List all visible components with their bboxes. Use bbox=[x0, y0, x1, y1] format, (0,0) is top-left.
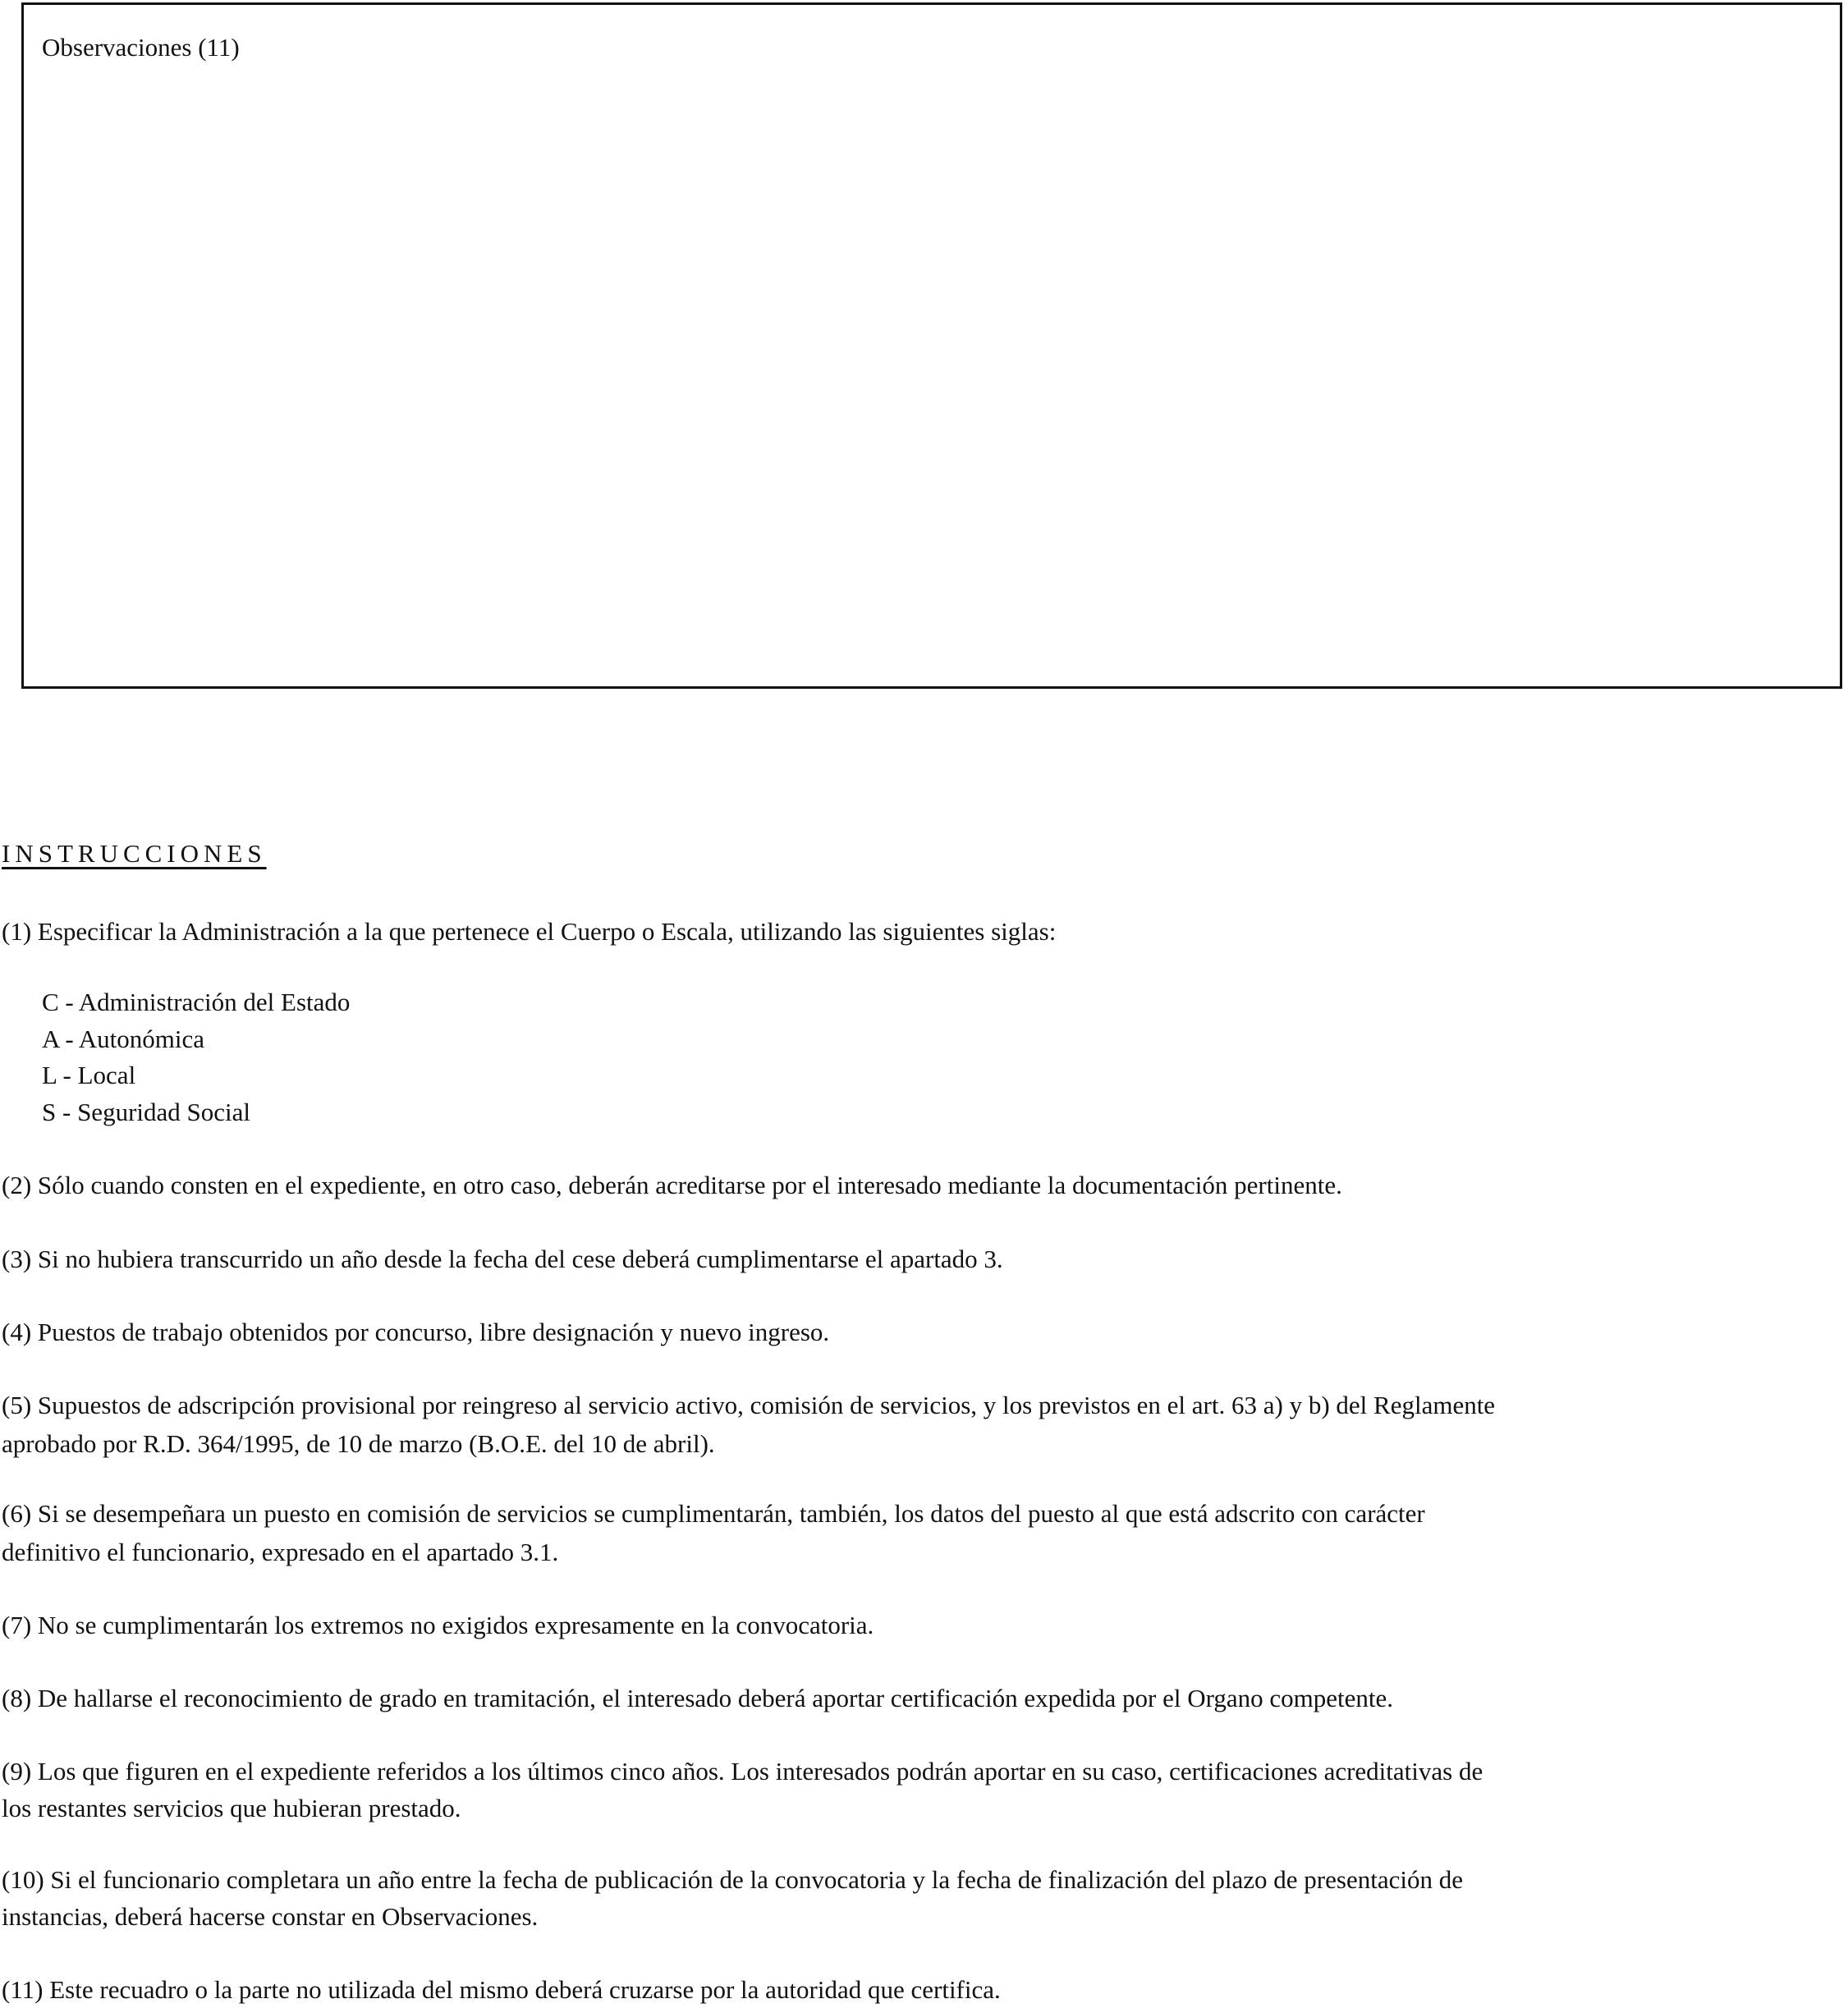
instruction-9-line-2: los restantes servicios que hubieran prestado. bbox=[2, 1794, 461, 1822]
code-c: C - Administración del Estado bbox=[42, 988, 351, 1016]
instruction-6-line-2: definitivo el funcionario, expresado en el apartado 3.1. bbox=[2, 1538, 559, 1566]
instructions-heading: INSTRUCCIONES bbox=[2, 839, 267, 868]
instruction-10-line-2: instancias, deberá hacerse constar en Observaciones. bbox=[2, 1902, 539, 1931]
instruction-7: (7) No se cumplimentarán los extremos no exigidos expresamente en la convocatoria. bbox=[2, 1611, 874, 1639]
instruction-9-line-1: (9) Los que figuren en el expediente referidos a los últimos cinco años. Los interesados podrán aportar en su caso, certificaciones acreditativas de bbox=[2, 1757, 1483, 1786]
instruction-3: (3) Si no hubiera transcurrido un año desde la fecha del cese deberá cumplimentarse el apartado 3. bbox=[2, 1245, 1003, 1273]
instruction-8: (8) De hallarse el reconocimiento de grado en tramitación, el interesado deberá aportar certificación expedida por el Organo competente. bbox=[2, 1684, 1394, 1712]
instruction-6-line-1: (6) Si se desempeñara un puesto en comisión de servicios se cumplimentarán, también, los datos del puesto al que está adscrito con carácter bbox=[2, 1499, 1425, 1528]
observations-title: Observaciones (11) bbox=[42, 33, 240, 62]
instruction-5-line-2: aprobado por R.D. 364/1995, de 10 de marzo (B.O.E. del 10 de abril). bbox=[2, 1429, 715, 1458]
code-a: A - Autonómica bbox=[42, 1025, 205, 1053]
instruction-10-line-1: (10) Si el funcionario completara un año entre la fecha de publicación de la convocatoria y la fecha de finalización del plazo de presentación de bbox=[2, 1865, 1463, 1894]
instruction-1: (1) Especificar la Administración a la que pertenece el Cuerpo o Escala, utilizando las siguientes siglas: bbox=[2, 917, 1057, 946]
instruction-5-line-1: (5) Supuestos de adscripción provisional por reingreso al servicio activo, comisión de servicios, y los previstos en el art. 63 a) y b) del Reglamente bbox=[2, 1391, 1496, 1419]
code-s: S - Seguridad Social bbox=[42, 1098, 250, 1126]
observations-box[interactable] bbox=[21, 2, 1842, 689]
instruction-2: (2) Sólo cuando consten en el expediente, en otro caso, deberán acreditarse por el interesado mediante la documentación pertinente. bbox=[2, 1171, 1342, 1199]
instruction-11: (11) Este recuadro o la parte no utilizada del mismo deberá cruzarse por la autoridad que certifica. bbox=[2, 1975, 1001, 2004]
instruction-4: (4) Puestos de trabajo obtenidos por concurso, libre designación y nuevo ingreso. bbox=[2, 1318, 830, 1346]
code-l: L - Local bbox=[42, 1061, 136, 1089]
